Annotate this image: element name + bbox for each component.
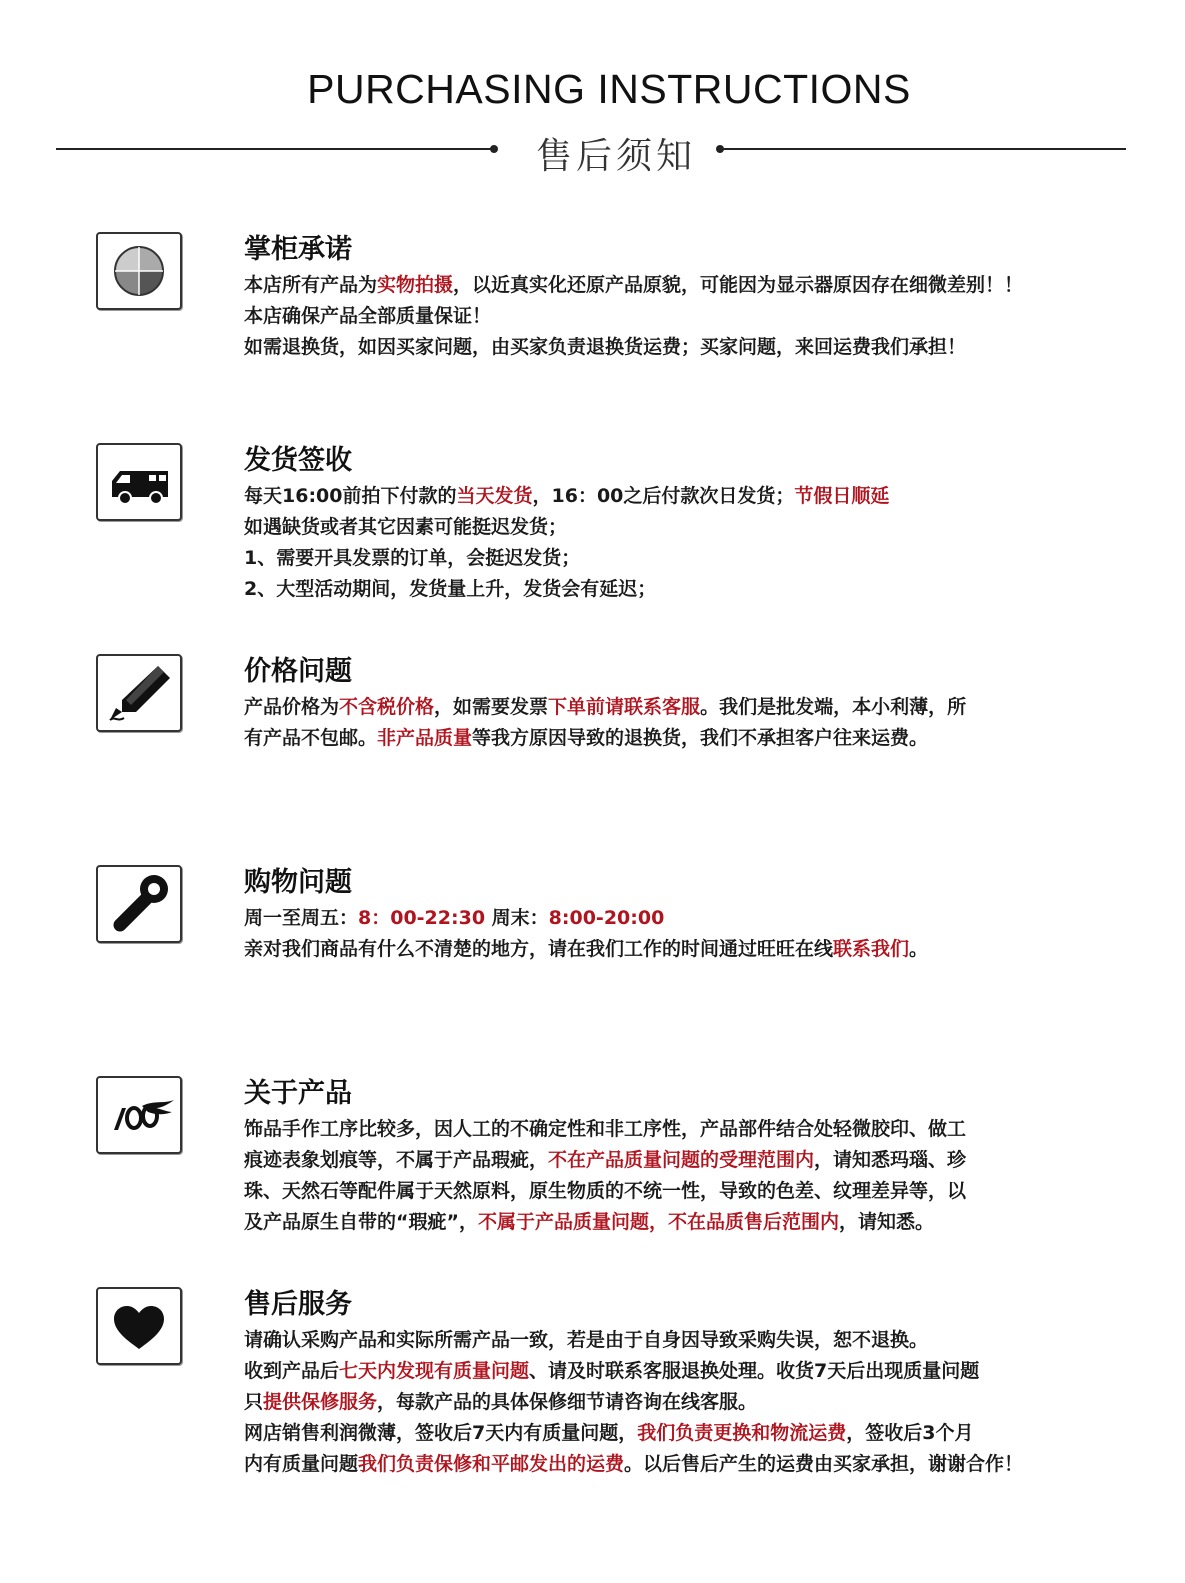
body-line <box>244 1114 1104 1145</box>
section-body <box>244 1325 1104 1480</box>
body-text: ，请知悉玛瑙、珍 <box>814 1149 967 1171</box>
body-text: 周末： <box>485 907 549 929</box>
body-text: 产品价格为 <box>244 696 340 718</box>
section-title: 价格问题 <box>244 656 352 687</box>
flame-100-icon <box>96 1076 182 1154</box>
section-body <box>244 903 1104 965</box>
body-text: 亲对我们商品有什么不清楚的地方，请在我们工作的时间通过旺旺在线 <box>244 938 834 960</box>
body-text: 如遇缺货或者其它因素可能挺迟发货； <box>244 516 568 538</box>
highlight-text: 提供保修服务 <box>263 1391 378 1413</box>
section-title: 掌柜承诺 <box>244 234 352 265</box>
body-text: 1、需要开具发票的订单，会挺迟发货； <box>244 547 581 569</box>
body-text: ，如需要发票 <box>434 696 549 718</box>
section-title: 关于产品 <box>244 1078 352 1109</box>
body-text: 饰品手作工序比较多，因人工的不确定性和非工序性，产品部件结合处轻微胶印、做工 <box>244 1118 967 1140</box>
body-text: 及产品原生自带的“瑕疵”， <box>244 1211 478 1233</box>
highlight-text: 8：00-22:30 <box>358 907 486 929</box>
body-text: 痕迹表象划痕等，不属于产品瑕疵， <box>244 1149 549 1171</box>
truck-icon <box>96 443 182 521</box>
body-text: 请确认采购产品和实际所需产品一致，若是由于自身因导致采购失误，恕不退换。 <box>244 1329 929 1351</box>
section-body <box>244 1114 1104 1238</box>
highlight-text: 我们负责保修和平邮发出的运费 <box>358 1453 625 1475</box>
body-text: 珠、天然石等配件属于天然原料，原生物质的不统一性，导致的色差、纹理差异等，以 <box>244 1180 967 1202</box>
highlight-text: 非产品质量 <box>377 727 473 749</box>
title-chinese: 售后须知 <box>536 136 697 177</box>
section-body <box>244 270 1104 363</box>
body-line <box>244 574 1104 605</box>
body-line <box>244 903 1104 934</box>
body-line <box>244 692 1104 723</box>
body-text: ，请知悉。 <box>839 1211 935 1233</box>
highlight-text: 不在产品质量问题的受理范围内 <box>548 1149 815 1171</box>
body-text: 有产品不包邮。 <box>244 727 378 749</box>
body-text: 周一至周五： <box>244 907 359 929</box>
body-line <box>244 301 1104 332</box>
highlight-text: 不含税价格 <box>339 696 435 718</box>
wrench-icon <box>96 865 182 943</box>
highlight-text: 联系我们 <box>833 938 910 960</box>
body-line <box>244 270 1104 301</box>
section-body <box>244 692 1104 754</box>
body-line <box>244 934 1104 965</box>
body-line <box>244 1449 1104 1480</box>
highlight-text: 我们负责更换和物流运费 <box>637 1422 847 1444</box>
section-title: 售后服务 <box>244 1289 352 1320</box>
body-text: 如需退换货，如因买家问题，由买家负责退换货运费；买家问题，来回运费我们承担！ <box>244 336 967 358</box>
divider-dot-left <box>490 145 498 153</box>
body-text: 本店确保产品全部质量保证！ <box>244 305 492 327</box>
body-text: ，以近真实化还原产品原貌，可能因为显示器原因存在细微差别！！ <box>453 274 1024 296</box>
highlight-text: 8:00-20:00 <box>548 907 665 929</box>
body-line <box>244 1418 1104 1449</box>
body-text: 只 <box>244 1391 264 1413</box>
marker-pen-icon <box>96 654 182 732</box>
quarter-circle-icon <box>96 232 182 310</box>
divider-line-right <box>720 148 1126 150</box>
highlight-text: 实物拍摄 <box>377 274 454 296</box>
highlight-text: 不属于产品质量问题，不在品质售后范围内 <box>477 1211 839 1233</box>
body-text: ，签收后3个月 <box>846 1422 974 1444</box>
body-line <box>244 543 1104 574</box>
heart-icon <box>96 1287 182 1365</box>
divider-line-left <box>56 148 492 150</box>
body-line <box>244 1145 1104 1176</box>
body-text: 内有质量问题 <box>244 1453 359 1475</box>
body-line <box>244 1325 1104 1356</box>
body-text: 等我方原因导致的退换货，我们不承担客户往来运费。 <box>472 727 929 749</box>
body-text: 、请及时联系客服退换处理。收货7天后出现质量问题 <box>529 1360 980 1382</box>
body-line <box>244 723 1104 754</box>
body-text: 。 <box>909 938 929 960</box>
highlight-text: 节假日顺延 <box>794 485 890 507</box>
body-text: ，每款产品的具体保修细节请咨询在线客服。 <box>377 1391 758 1413</box>
body-line <box>244 481 1104 512</box>
section-body <box>244 481 1104 605</box>
body-line <box>244 512 1104 543</box>
body-line <box>244 1356 1104 1387</box>
body-line <box>244 1176 1104 1207</box>
body-line <box>244 1387 1104 1418</box>
body-text: 。以后售后产生的运费由买家承担，谢谢合作！ <box>624 1453 1024 1475</box>
body-text: ，16：00之后付款次日发货； <box>532 485 795 507</box>
body-text: 收到产品后 <box>244 1360 340 1382</box>
section-title: 购物问题 <box>244 867 352 898</box>
highlight-text: 七天内发现有质量问题 <box>339 1360 530 1382</box>
title-divider <box>0 124 1185 177</box>
body-text: 2、大型活动期间，发货量上升，发货会有延迟； <box>244 578 657 600</box>
title-english: PURCHASING INSTRUCTIONS <box>307 66 911 112</box>
body-line <box>244 1207 1104 1238</box>
body-text: 本店所有产品为 <box>244 274 378 296</box>
highlight-text: 当天发货 <box>456 485 533 507</box>
section-title: 发货签收 <box>244 445 352 476</box>
body-text: 。我们是批发端，本小利薄，所 <box>700 696 967 718</box>
body-line <box>244 332 1104 363</box>
body-text: 每天16:00前拍下付款的 <box>244 485 457 507</box>
highlight-text: 下单前请联系客服 <box>548 696 701 718</box>
body-text: 网店销售利润微薄，签收后7天内有质量问题， <box>244 1422 638 1444</box>
